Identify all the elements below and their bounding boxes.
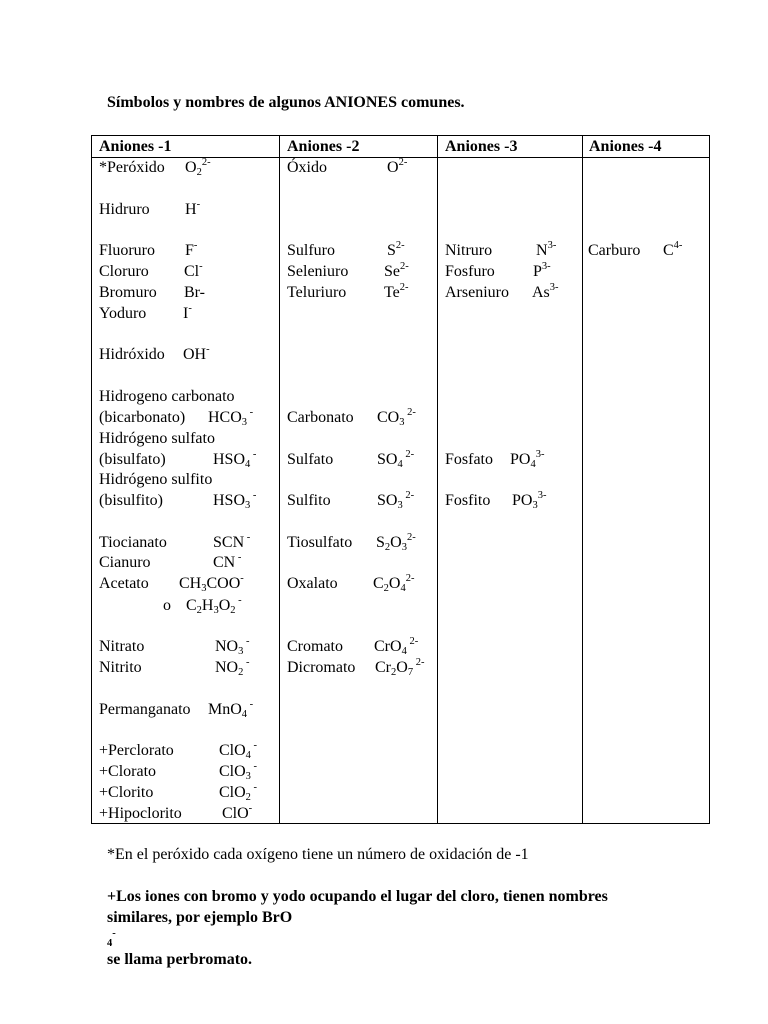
anion-formula: ClO$_3$ -: [219, 761, 258, 782]
anion-formula: $PO_4^{3-}$: [510, 449, 545, 470]
header-aniones-2: Aniones -2: [287, 138, 360, 155]
anion-name: +Perclorato: [99, 742, 174, 759]
anion-formula: $P^{3-}$: [533, 261, 551, 280]
anion-name: Teluriuro: [287, 284, 347, 301]
footnote-halogens: [107, 886, 608, 970]
anion-name: *Peróxido: [99, 159, 165, 176]
column-divider: [582, 136, 583, 823]
anion-formula: CrO$_4$ $^{2-}$: [374, 636, 419, 657]
anion-name: Hidrógeno sulfito: [99, 471, 213, 488]
anion-formula: $O^{2-}$: [387, 157, 408, 176]
header-aniones-3: Aniones -3: [445, 138, 518, 155]
anion-formula: $C^{4-}$: [663, 240, 683, 259]
anion-name: Acetato: [99, 575, 149, 592]
header-aniones-1: Aniones -1: [99, 138, 172, 155]
anion-formula: $PO_3^{3-}$: [512, 490, 547, 511]
anion-formula: $NO_2$ -: [215, 657, 250, 678]
anion-name: Seleniuro: [287, 263, 349, 280]
anion-name: +Clorito: [99, 784, 154, 801]
anion-name-alt: (bisulfito): [99, 492, 163, 509]
anion-formula: SCN -: [213, 532, 251, 551]
anion-formula: ClO$_4$ -: [219, 740, 258, 761]
anion-name: Dicromato: [287, 659, 356, 676]
anion-formula: $HSO_3$ -: [213, 490, 257, 511]
anion-alt-prefix: o: [163, 597, 171, 614]
anion-formula: F-: [185, 240, 198, 259]
anion-formula: H-: [185, 199, 201, 218]
anion-formula: $Se^{2-}$: [384, 261, 409, 280]
anion-formula: $NO_3$ -: [215, 636, 250, 657]
anion-name: Fosfato: [445, 451, 493, 468]
anion-name: Carburo: [588, 242, 641, 259]
anion-formula: $S_2O_3^{2-}$: [376, 532, 416, 553]
anion-formula: CN -: [213, 552, 242, 571]
anion-name: Sulfato: [287, 451, 334, 468]
anion-formula: MnO$_4$ -: [208, 699, 254, 720]
anion-name: Sulfuro: [287, 242, 335, 259]
footnote-line: similares, por ejemplo BrO $_4$- se llama perbromato.: [107, 909, 293, 968]
anion-name: Carbonato: [287, 409, 354, 426]
footnote-peroxide: *En el peróxido cada oxígeno tiene un número de oxidación de -1: [107, 846, 529, 863]
anion-name: Nitrito: [99, 659, 142, 676]
anion-formula: $SO_3$ $^{2-}$: [377, 490, 415, 511]
anion-formula: Br-: [184, 284, 206, 301]
anion-name: Nitruro: [445, 242, 493, 259]
anion-name-alt: (bisulfato): [99, 451, 166, 468]
anion-name-alt: (bicarbonato): [99, 409, 186, 426]
footnote-line: +Los iones con bromo y yodo ocupando el lugar del cloro, tienen nombres: [107, 888, 608, 905]
anion-formula: $C_2O_4^{2-}$: [373, 573, 415, 594]
anion-formula: I-: [183, 303, 192, 322]
anion-formula: $CH_3COO^-$: [179, 573, 244, 594]
anion-name: Cloruro: [99, 263, 149, 280]
anion-formula: ClO$_2$ -: [219, 782, 258, 803]
anion-name: Bromuro: [99, 284, 157, 301]
anion-name: Hidróxido: [99, 346, 165, 363]
anion-name: Permanganato: [99, 701, 191, 718]
anion-formula: $SO_4$ $^{2-}$: [377, 449, 415, 470]
anion-formula: $HCO_3$ -: [208, 407, 254, 428]
anion-formula: $C_2H_3O_2$ -: [186, 595, 242, 616]
anion-name: Sulfito: [287, 492, 331, 509]
anion-name: Hidrógeno sulfato: [99, 430, 215, 447]
anion-formula: $CO_3$ $^{2-}$: [377, 407, 416, 428]
anion-formula: $As^{3-}$: [532, 282, 559, 301]
anion-name: Hidrogeno carbonato: [99, 388, 235, 405]
anion-formula: $S^{2-}$: [387, 240, 405, 259]
anion-formula: $HSO_4$ -: [213, 449, 257, 470]
anion-formula: $Cr_2O_7$ $^{2-}$: [375, 657, 425, 678]
anion-name: Óxido: [287, 159, 327, 176]
anion-name: Cianuro: [99, 554, 151, 571]
anion-formula: ClO-: [222, 803, 253, 822]
anion-name: Nitrato: [99, 638, 145, 655]
anion-name: Yoduro: [99, 305, 147, 322]
anion-name: Fosfito: [445, 492, 491, 509]
anion-formula: $O_2^{2-}$: [185, 157, 211, 178]
anions-table: [91, 135, 710, 824]
anion-name: Hidruro: [99, 201, 150, 218]
anion-name: Cromato: [287, 638, 343, 655]
page-title: Símbolos y nombres de algunos ANIONES comunes.: [107, 94, 465, 111]
anion-name: Tiocianato: [99, 534, 167, 551]
anion-formula: OH-: [183, 344, 210, 363]
anion-formula: $N^{3-}$: [536, 240, 557, 259]
anion-name: Oxalato: [287, 575, 338, 592]
anion-formula: $Te^{2-}$: [384, 282, 409, 301]
anion-name: Fluoruro: [99, 242, 155, 259]
anion-formula: Cl-: [184, 261, 203, 280]
column-divider: [437, 136, 438, 823]
anion-name: +Clorato: [99, 763, 157, 780]
anion-name: +Hipoclorito: [99, 805, 182, 822]
anion-name: Tiosulfato: [287, 534, 353, 551]
anion-name: Arseniuro: [445, 284, 509, 301]
column-divider: [279, 136, 280, 823]
anion-name: Fosfuro: [445, 263, 495, 280]
header-aniones-4: Aniones -4: [589, 138, 662, 155]
